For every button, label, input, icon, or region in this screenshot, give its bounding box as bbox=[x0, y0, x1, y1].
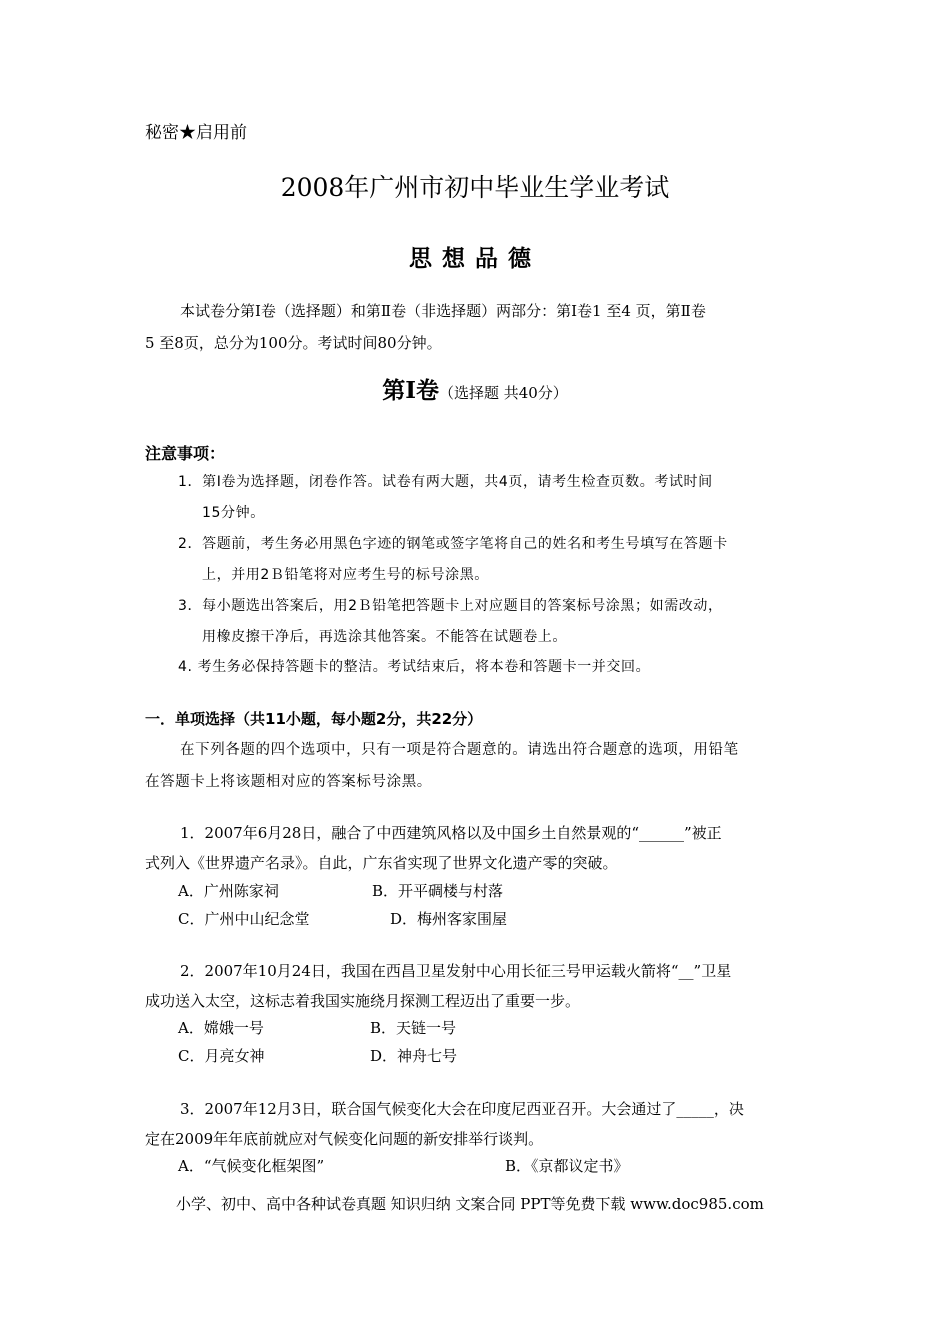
section-instruction-1: 在下列各题的四个选项中，只有一项是符合题意的。请选出符合题意的选项，用铅笔 bbox=[180, 742, 739, 758]
section-instruction-2: 在答题卡上将该题相对应的答案标号涂黑。 bbox=[145, 774, 432, 790]
question-3-option-b: B．《京都议定书》 bbox=[505, 1157, 629, 1175]
volume-name: 第Ⅰ卷 bbox=[382, 377, 439, 404]
volume-detail: （选择题 共40分） bbox=[438, 384, 568, 402]
question-2-line-1: 2．2007年10月24日，我国在西昌卫星发射中心用长征三号甲运载火箭将“__”卫星 bbox=[180, 962, 732, 980]
subject-title: 思想品德 bbox=[409, 246, 541, 272]
notice-item: 1．第Ⅰ卷为选择题，闭卷作答。试卷有两大题，共4页，请考生检查页数。考试时间 bbox=[178, 474, 713, 490]
notice-item: 4. 考生务必保持答题卡的整洁。考试结束后，将本卷和答题卡一并交回。 bbox=[178, 659, 651, 675]
intro-line-2: 5 至8页，总分为100分。考试时间80分钟。 bbox=[145, 334, 442, 352]
question-2-line-2: 成功送入太空，这标志着我国实施绕月探测工程迈出了重要一步。 bbox=[145, 992, 581, 1010]
question-1-line-1: 1．2007年6月28日，融合了中西建筑风格以及中国乡土自然景观的“______”被正 bbox=[180, 824, 722, 842]
question-1-line-2: 式列入《世界遗产名录》。自此，广东省实现了世界文化遗产零的突破。 bbox=[145, 854, 618, 872]
secret-label: 秘密★启用前 bbox=[145, 123, 247, 143]
notice-item-cont: 15分钟。 bbox=[202, 505, 265, 521]
intro-line-1: 本试卷分第Ⅰ卷（选择题）和第Ⅱ卷（非选择题）两部分：第Ⅰ卷1 至4 页，第Ⅱ卷 bbox=[180, 302, 706, 320]
notice-item: 2．答题前，考生务必用黑色字迹的钢笔或签字笔将自己的姓名和考生号填写在答题卡 bbox=[178, 536, 728, 552]
notice-title: 注意事项： bbox=[145, 444, 226, 463]
question-2-option-a: A．嫦娥一号 bbox=[178, 1019, 264, 1037]
notice-item-cont: 用橡皮擦干净后，再选涂其他答案。不能答在试题卷上。 bbox=[202, 629, 567, 645]
question-1-option-c: C．广州中山纪念堂 bbox=[178, 910, 310, 928]
question-1-option-b: B．开平碉楼与村落 bbox=[372, 882, 504, 900]
question-2-option-c: C．月亮女神 bbox=[178, 1047, 265, 1065]
question-1-option-d: D．梅州客家围屋 bbox=[390, 910, 508, 928]
question-2-option-d: D．神舟七号 bbox=[370, 1047, 458, 1065]
notice-item-cont: 上，并用2Ｂ铅笔将对应考生号的标号涂黑。 bbox=[202, 567, 489, 583]
question-3-option-a: A．“气候变化框架图” bbox=[178, 1157, 325, 1175]
exam-title: 2008年广州市初中毕业生学业考试 bbox=[280, 173, 670, 202]
section-title: 一．单项选择（共11小题，每小题2分，共22分） bbox=[145, 710, 483, 728]
question-1-option-a: A．广州陈家祠 bbox=[178, 882, 279, 900]
question-3-line-1: 3．2007年12月3日，联合国气候变化大会在印度尼西亚召开。大会通过了_____，决 bbox=[180, 1100, 744, 1118]
volume-heading bbox=[0, 372, 950, 405]
notice-item: 3．每小题选出答案后，用2Ｂ铅笔把答题卡上对应题目的答案标号涂黑；如需改动， bbox=[178, 598, 723, 614]
footer-note: 小学、初中、高中各种试卷真题 知识归纳 文案合同 PPT等免费下载 www.doc985.com bbox=[176, 1195, 764, 1213]
question-2-option-b: B．天链一号 bbox=[370, 1019, 457, 1037]
question-3-line-2: 定在2009年年底前就应对气候变化问题的新安排举行谈判。 bbox=[145, 1130, 544, 1148]
